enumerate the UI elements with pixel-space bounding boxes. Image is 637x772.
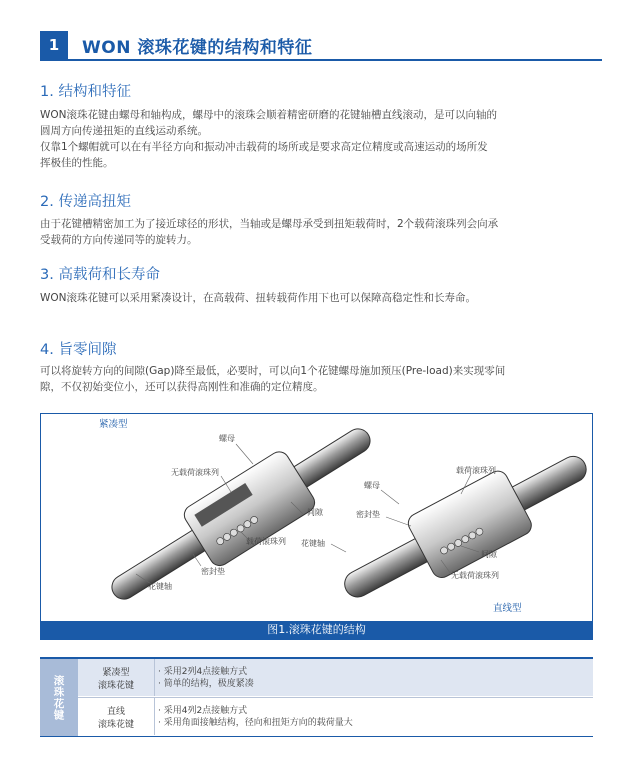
- section-title-structure: 1. 结构和特征: [40, 84, 131, 100]
- section-title-gap: 4. 旨零间隙: [40, 342, 117, 358]
- compact-spline-drawing: [96, 414, 386, 622]
- table-row: [78, 659, 593, 696]
- ball-spline-illustration: [41, 414, 594, 623]
- label-shaft-left: 花键轴: [148, 582, 172, 591]
- section-number: 1: [40, 31, 68, 59]
- row-name-line: 直线: [106, 706, 125, 717]
- body-line: WON滚珠花键由螺母和轴构成，螺母中的滚珠会顺着精密研磨的花键轴槽直线滚动，是可以向轴的: [40, 109, 497, 121]
- figure-ball-spline-structure: [40, 413, 593, 640]
- figure-caption: 图1.滚珠花键的结构: [41, 621, 592, 639]
- row-name-line: 紧凑型: [102, 667, 130, 678]
- row-desc-line: · 采用2列4点接触方式: [158, 666, 248, 677]
- row-name: [78, 659, 155, 696]
- body-line: 隙，不仅初始变位小，还可以获得高刚性和准确的定位精度。: [40, 381, 324, 393]
- row-name-line: 滚珠花键: [97, 680, 134, 691]
- linear-spline-drawing: [330, 432, 594, 621]
- label-seal-left: 密封垫: [201, 567, 225, 576]
- table-category: 滚珠花键: [40, 659, 78, 736]
- label-unloaded-left: 无载荷滚珠列: [171, 468, 219, 477]
- body-line: 受载荷的方向传递同等的旋转力。: [40, 234, 198, 246]
- page-title: WON 滚珠花键的结构和特征: [82, 37, 313, 58]
- section-title-torque: 2. 传递高扭矩: [40, 194, 131, 210]
- label-nut-right: 螺母: [364, 481, 380, 490]
- label-nut-left: 螺母: [219, 434, 235, 443]
- label-gap-left: 间隙: [307, 508, 323, 517]
- compact-type-label: 紧凑型: [99, 419, 128, 430]
- table-row: [78, 697, 593, 735]
- row-desc-line: · 简单的结构，极度紧凑: [158, 678, 254, 689]
- label-shaft-right: 花键轴: [301, 539, 325, 548]
- row-desc: [158, 698, 353, 735]
- body-line: 可以将旋转方向的间隙(Gap)降至最低，必要时，可以向1个花键螺母施加预压(Pre-load)来实现零间: [40, 365, 506, 377]
- row-desc: [158, 659, 254, 696]
- label-unloaded-right: 无载荷滚珠列: [451, 571, 499, 580]
- section-header: [40, 31, 602, 61]
- body-line: 由于花键槽精密加工为了接近球径的形状，当轴或是螺母承受到扭矩载荷时，2个载荷滚珠列会向承: [40, 218, 499, 230]
- body-line: 挥极佳的性能。: [40, 157, 114, 169]
- body-line: 仅靠1个螺帽就可以在有半径方向和振动冲击载荷的场所或是要求高定位精度或高速运动的场所发: [40, 141, 488, 153]
- section-body-load: [40, 290, 602, 306]
- section-title-load: 3. 高载荷和长寿命: [40, 267, 160, 283]
- section-body-gap: [40, 363, 602, 395]
- label-loaded-left: 载荷滚珠列: [246, 537, 286, 546]
- linear-type-label: 直线型: [493, 603, 522, 614]
- body-line: 圆周方向传递扭矩的直线运动系统。: [40, 125, 208, 137]
- row-desc-line: · 采用角面接触结构，径向和扭矩方向的载荷量大: [158, 717, 353, 728]
- row-name-line: 滚珠花键: [97, 719, 134, 730]
- row-name: [78, 698, 155, 735]
- label-gap-right: 间隙: [481, 550, 497, 559]
- spline-type-table: [40, 657, 593, 737]
- section-body-torque: [40, 216, 602, 248]
- row-desc-line: · 采用4列2点接触方式: [158, 705, 248, 716]
- section-body-structure: [40, 107, 602, 171]
- body-line: WON滚珠花键可以采用紧凑设计，在高载荷、扭转载荷作用下也可以保障高稳定性和长寿命。: [40, 292, 476, 304]
- label-loaded-right: 载荷滚珠列: [456, 466, 496, 475]
- label-seal-right: 密封垫: [356, 510, 380, 519]
